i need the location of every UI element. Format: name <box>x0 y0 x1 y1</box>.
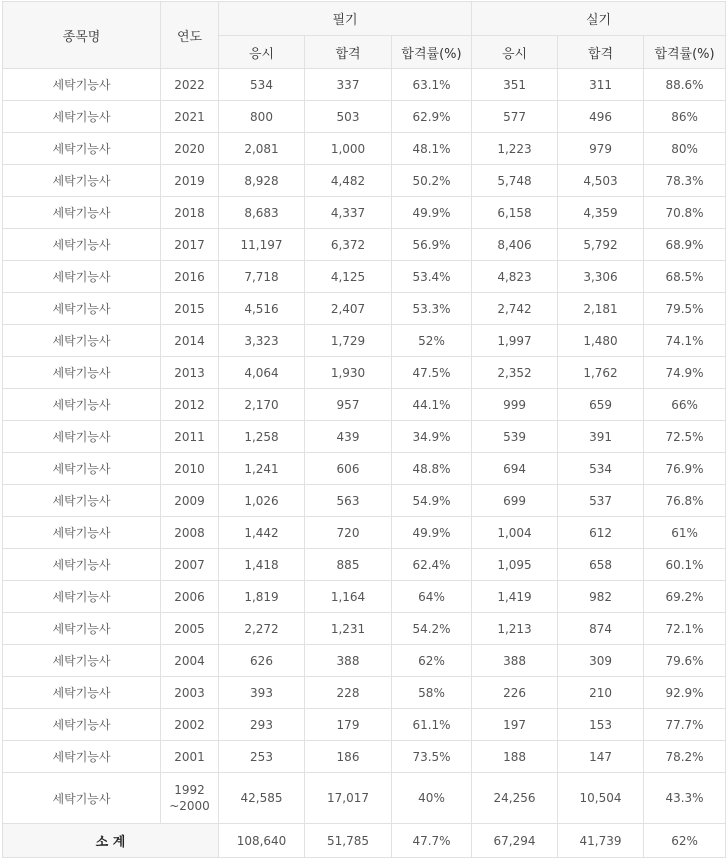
cell-practical-passed: 659 <box>558 389 644 421</box>
cell-written-applicants: 2,170 <box>219 389 305 421</box>
table-row <box>3 645 726 677</box>
cell-written-applicants: 11,197 <box>219 229 305 261</box>
cell-practical-pass-rate: 66% <box>644 389 726 421</box>
table-row <box>3 261 726 293</box>
cell-practical-applicants: 2,352 <box>472 357 558 389</box>
cell-written-passed: 388 <box>305 645 392 677</box>
total-practical-passed: 41,739 <box>558 824 644 858</box>
cell-practical-pass-rate: 68.5% <box>644 261 726 293</box>
cell-practical-applicants: 388 <box>472 645 558 677</box>
cell-practical-pass-rate: 61% <box>644 517 726 549</box>
cell-written-pass-rate: 54.2% <box>392 613 472 645</box>
cell-practical-passed: 2,181 <box>558 293 644 325</box>
cell-year: 2022 <box>161 69 219 101</box>
cell-practical-passed: 309 <box>558 645 644 677</box>
cell-name: 세탁기능사 <box>3 293 161 325</box>
cell-name: 세탁기능사 <box>3 357 161 389</box>
cell-year: 2005 <box>161 613 219 645</box>
total-row <box>3 824 726 858</box>
cell-year: 2004 <box>161 645 219 677</box>
cell-written-applicants: 2,272 <box>219 613 305 645</box>
cell-written-pass-rate: 48.8% <box>392 453 472 485</box>
cell-written-pass-rate: 53.4% <box>392 261 472 293</box>
cell-written-pass-rate: 54.9% <box>392 485 472 517</box>
cell-name: 세탁기능사 <box>3 421 161 453</box>
cell-practical-pass-rate: 79.5% <box>644 293 726 325</box>
cell-written-passed: 1,930 <box>305 357 392 389</box>
cell-practical-passed: 391 <box>558 421 644 453</box>
cell-practical-pass-rate: 76.8% <box>644 485 726 517</box>
cell-practical-pass-rate: 68.9% <box>644 229 726 261</box>
cell-written-applicants: 1,241 <box>219 453 305 485</box>
cell-year: 2008 <box>161 517 219 549</box>
cell-practical-pass-rate: 80% <box>644 133 726 165</box>
cell-practical-passed: 3,306 <box>558 261 644 293</box>
total-written-applicants: 108,640 <box>219 824 305 858</box>
cell-written-pass-rate: 34.9% <box>392 421 472 453</box>
cell-written-applicants: 393 <box>219 677 305 709</box>
cell-practical-passed: 658 <box>558 549 644 581</box>
cell-practical-passed: 982 <box>558 581 644 613</box>
table-row <box>3 421 726 453</box>
cell-written-applicants: 534 <box>219 69 305 101</box>
cell-practical-pass-rate: 60.1% <box>644 549 726 581</box>
table-row <box>3 69 726 101</box>
total-written-passed: 51,785 <box>305 824 392 858</box>
cell-written-pass-rate: 44.1% <box>392 389 472 421</box>
cell-practical-applicants: 8,406 <box>472 229 558 261</box>
cell-practical-pass-rate: 78.2% <box>644 741 726 773</box>
cell-name: 세탁기능사 <box>3 101 161 133</box>
cell-written-applicants: 1,258 <box>219 421 305 453</box>
cell-written-passed: 720 <box>305 517 392 549</box>
col-header-practical-applicants: 응시 <box>472 36 558 69</box>
cell-written-applicants: 4,064 <box>219 357 305 389</box>
cell-written-passed: 228 <box>305 677 392 709</box>
cell-written-pass-rate: 62% <box>392 645 472 677</box>
cell-written-applicants: 1,418 <box>219 549 305 581</box>
cell-practical-applicants: 351 <box>472 69 558 101</box>
cell-written-passed: 885 <box>305 549 392 581</box>
cell-practical-applicants: 694 <box>472 453 558 485</box>
cell-written-passed: 439 <box>305 421 392 453</box>
cell-practical-applicants: 188 <box>472 741 558 773</box>
cell-written-passed: 503 <box>305 101 392 133</box>
cell-name: 세탁기능사 <box>3 229 161 261</box>
cell-written-applicants: 7,718 <box>219 261 305 293</box>
cell-written-passed: 1,000 <box>305 133 392 165</box>
cell-name: 세탁기능사 <box>3 645 161 677</box>
cell-practical-applicants: 197 <box>472 709 558 741</box>
cell-practical-passed: 1,480 <box>558 325 644 357</box>
cell-written-pass-rate: 52% <box>392 325 472 357</box>
cell-practical-passed: 496 <box>558 101 644 133</box>
cell-practical-passed: 4,503 <box>558 165 644 197</box>
cell-year: 2009 <box>161 485 219 517</box>
cell-written-applicants: 8,683 <box>219 197 305 229</box>
cell-practical-applicants: 1,223 <box>472 133 558 165</box>
table-row <box>3 229 726 261</box>
col-header-written-passed: 합격 <box>305 36 392 69</box>
cell-written-pass-rate: 62.9% <box>392 101 472 133</box>
cell-written-pass-rate: 40% <box>392 773 472 824</box>
table-row <box>3 197 726 229</box>
cell-practical-passed: 979 <box>558 133 644 165</box>
cell-written-applicants: 2,081 <box>219 133 305 165</box>
cell-written-passed: 563 <box>305 485 392 517</box>
table-row <box>3 389 726 421</box>
col-header-practical-pass-rate: 합격률(%) <box>644 36 726 69</box>
cell-name: 세탁기능사 <box>3 581 161 613</box>
cell-name: 세탁기능사 <box>3 709 161 741</box>
col-header-name: 종목명 <box>3 2 161 69</box>
cell-practical-passed: 147 <box>558 741 644 773</box>
cell-practical-passed: 5,792 <box>558 229 644 261</box>
col-header-practical-passed: 합격 <box>558 36 644 69</box>
cell-written-applicants: 4,516 <box>219 293 305 325</box>
cell-practical-applicants: 539 <box>472 421 558 453</box>
cell-written-applicants: 3,323 <box>219 325 305 357</box>
cell-written-applicants: 42,585 <box>219 773 305 824</box>
cell-written-applicants: 8,928 <box>219 165 305 197</box>
cell-practical-applicants: 1,004 <box>472 517 558 549</box>
table-row <box>3 709 726 741</box>
cell-written-applicants: 1,442 <box>219 517 305 549</box>
cell-written-passed: 1,164 <box>305 581 392 613</box>
cell-practical-applicants: 6,158 <box>472 197 558 229</box>
cell-practical-applicants: 1,419 <box>472 581 558 613</box>
table-row <box>3 293 726 325</box>
cell-written-pass-rate: 58% <box>392 677 472 709</box>
cell-written-passed: 4,337 <box>305 197 392 229</box>
cell-practical-pass-rate: 79.6% <box>644 645 726 677</box>
total-practical-pass-rate: 62% <box>644 824 726 858</box>
cell-practical-passed: 210 <box>558 677 644 709</box>
table-row <box>3 133 726 165</box>
group-header-practical: 실기 <box>472 2 726 36</box>
cell-name: 세탁기능사 <box>3 325 161 357</box>
table-row <box>3 165 726 197</box>
cell-year: 1992 ~2000 <box>161 773 219 824</box>
cell-name: 세탁기능사 <box>3 389 161 421</box>
cell-written-pass-rate: 49.9% <box>392 197 472 229</box>
table-row <box>3 485 726 517</box>
cell-practical-applicants: 577 <box>472 101 558 133</box>
cell-year: 2010 <box>161 453 219 485</box>
cell-written-applicants: 1,819 <box>219 581 305 613</box>
cell-practical-passed: 153 <box>558 709 644 741</box>
cell-written-pass-rate: 49.9% <box>392 517 472 549</box>
cell-practical-passed: 311 <box>558 69 644 101</box>
cell-practical-pass-rate: 76.9% <box>644 453 726 485</box>
cell-written-applicants: 626 <box>219 645 305 677</box>
cell-name: 세탁기능사 <box>3 549 161 581</box>
cell-year: 2021 <box>161 101 219 133</box>
cell-practical-passed: 4,359 <box>558 197 644 229</box>
cell-name: 세탁기능사 <box>3 485 161 517</box>
cell-practical-passed: 537 <box>558 485 644 517</box>
cell-practical-applicants: 1,095 <box>472 549 558 581</box>
cell-name: 세탁기능사 <box>3 677 161 709</box>
cell-written-passed: 4,482 <box>305 165 392 197</box>
cell-year: 2019 <box>161 165 219 197</box>
cell-year: 2020 <box>161 133 219 165</box>
cell-practical-applicants: 226 <box>472 677 558 709</box>
cell-year: 2018 <box>161 197 219 229</box>
cell-practical-applicants: 1,213 <box>472 613 558 645</box>
cell-written-applicants: 1,026 <box>219 485 305 517</box>
cell-written-pass-rate: 47.5% <box>392 357 472 389</box>
cell-practical-applicants: 999 <box>472 389 558 421</box>
cell-practical-applicants: 2,742 <box>472 293 558 325</box>
cell-practical-pass-rate: 92.9% <box>644 677 726 709</box>
cell-name: 세탁기능사 <box>3 69 161 101</box>
table-header <box>3 2 726 69</box>
cell-year: 2016 <box>161 261 219 293</box>
cell-practical-pass-rate: 43.3% <box>644 773 726 824</box>
cell-practical-pass-rate: 74.9% <box>644 357 726 389</box>
cell-name: 세탁기능사 <box>3 165 161 197</box>
cell-practical-passed: 10,504 <box>558 773 644 824</box>
table-row <box>3 357 726 389</box>
col-header-written-pass-rate: 합격률(%) <box>392 36 472 69</box>
cell-practical-pass-rate: 86% <box>644 101 726 133</box>
total-practical-applicants: 67,294 <box>472 824 558 858</box>
col-header-year: 연도 <box>161 2 219 69</box>
table-row <box>3 101 726 133</box>
cell-practical-passed: 612 <box>558 517 644 549</box>
cell-year: 2012 <box>161 389 219 421</box>
cell-written-passed: 4,125 <box>305 261 392 293</box>
cell-written-pass-rate: 50.2% <box>392 165 472 197</box>
total-written-pass-rate: 47.7% <box>392 824 472 858</box>
table-row <box>3 549 726 581</box>
cell-practical-passed: 874 <box>558 613 644 645</box>
table-row <box>3 581 726 613</box>
cell-written-passed: 2,407 <box>305 293 392 325</box>
cell-practical-pass-rate: 72.5% <box>644 421 726 453</box>
cell-written-pass-rate: 73.5% <box>392 741 472 773</box>
table-row <box>3 325 726 357</box>
cell-written-passed: 179 <box>305 709 392 741</box>
cell-name: 세탁기능사 <box>3 453 161 485</box>
cell-practical-applicants: 24,256 <box>472 773 558 824</box>
table-row <box>3 773 726 824</box>
cell-year: 2006 <box>161 581 219 613</box>
cell-written-pass-rate: 61.1% <box>392 709 472 741</box>
col-header-written-applicants: 응시 <box>219 36 305 69</box>
cell-year: 2007 <box>161 549 219 581</box>
cell-written-applicants: 800 <box>219 101 305 133</box>
cell-written-applicants: 253 <box>219 741 305 773</box>
cell-practical-pass-rate: 74.1% <box>644 325 726 357</box>
exam-statistics-table <box>2 1 726 858</box>
cell-written-passed: 17,017 <box>305 773 392 824</box>
cell-name: 세탁기능사 <box>3 613 161 645</box>
cell-practical-pass-rate: 69.2% <box>644 581 726 613</box>
cell-practical-pass-rate: 88.6% <box>644 69 726 101</box>
cell-practical-passed: 534 <box>558 453 644 485</box>
cell-year: 2013 <box>161 357 219 389</box>
cell-practical-pass-rate: 77.7% <box>644 709 726 741</box>
cell-practical-applicants: 1,997 <box>472 325 558 357</box>
table-row <box>3 517 726 549</box>
cell-written-passed: 1,231 <box>305 613 392 645</box>
cell-year: 2011 <box>161 421 219 453</box>
cell-practical-applicants: 5,748 <box>472 165 558 197</box>
cell-written-pass-rate: 48.1% <box>392 133 472 165</box>
cell-written-passed: 337 <box>305 69 392 101</box>
cell-name: 세탁기능사 <box>3 517 161 549</box>
cell-name: 세탁기능사 <box>3 197 161 229</box>
cell-name: 세탁기능사 <box>3 773 161 824</box>
cell-name: 세탁기능사 <box>3 133 161 165</box>
table-row <box>3 677 726 709</box>
cell-written-pass-rate: 63.1% <box>392 69 472 101</box>
total-label: 소 계 <box>3 824 219 858</box>
table-body <box>3 69 726 824</box>
cell-year: 2017 <box>161 229 219 261</box>
cell-practical-pass-rate: 78.3% <box>644 165 726 197</box>
cell-year: 2015 <box>161 293 219 325</box>
cell-written-pass-rate: 62.4% <box>392 549 472 581</box>
cell-year: 2001 <box>161 741 219 773</box>
table-footer <box>3 824 726 858</box>
cell-name: 세탁기능사 <box>3 741 161 773</box>
table-row <box>3 613 726 645</box>
cell-written-passed: 957 <box>305 389 392 421</box>
cell-year: 2002 <box>161 709 219 741</box>
cell-practical-applicants: 699 <box>472 485 558 517</box>
cell-written-applicants: 293 <box>219 709 305 741</box>
cell-written-pass-rate: 53.3% <box>392 293 472 325</box>
cell-year: 2014 <box>161 325 219 357</box>
cell-written-passed: 1,729 <box>305 325 392 357</box>
cell-written-passed: 186 <box>305 741 392 773</box>
cell-practical-pass-rate: 72.1% <box>644 613 726 645</box>
cell-written-passed: 606 <box>305 453 392 485</box>
group-header-written: 필기 <box>219 2 472 36</box>
cell-practical-pass-rate: 70.8% <box>644 197 726 229</box>
cell-practical-passed: 1,762 <box>558 357 644 389</box>
cell-year: 2003 <box>161 677 219 709</box>
cell-written-passed: 6,372 <box>305 229 392 261</box>
table-row <box>3 453 726 485</box>
table-row <box>3 741 726 773</box>
cell-name: 세탁기능사 <box>3 261 161 293</box>
cell-written-pass-rate: 64% <box>392 581 472 613</box>
cell-written-pass-rate: 56.9% <box>392 229 472 261</box>
cell-practical-applicants: 4,823 <box>472 261 558 293</box>
